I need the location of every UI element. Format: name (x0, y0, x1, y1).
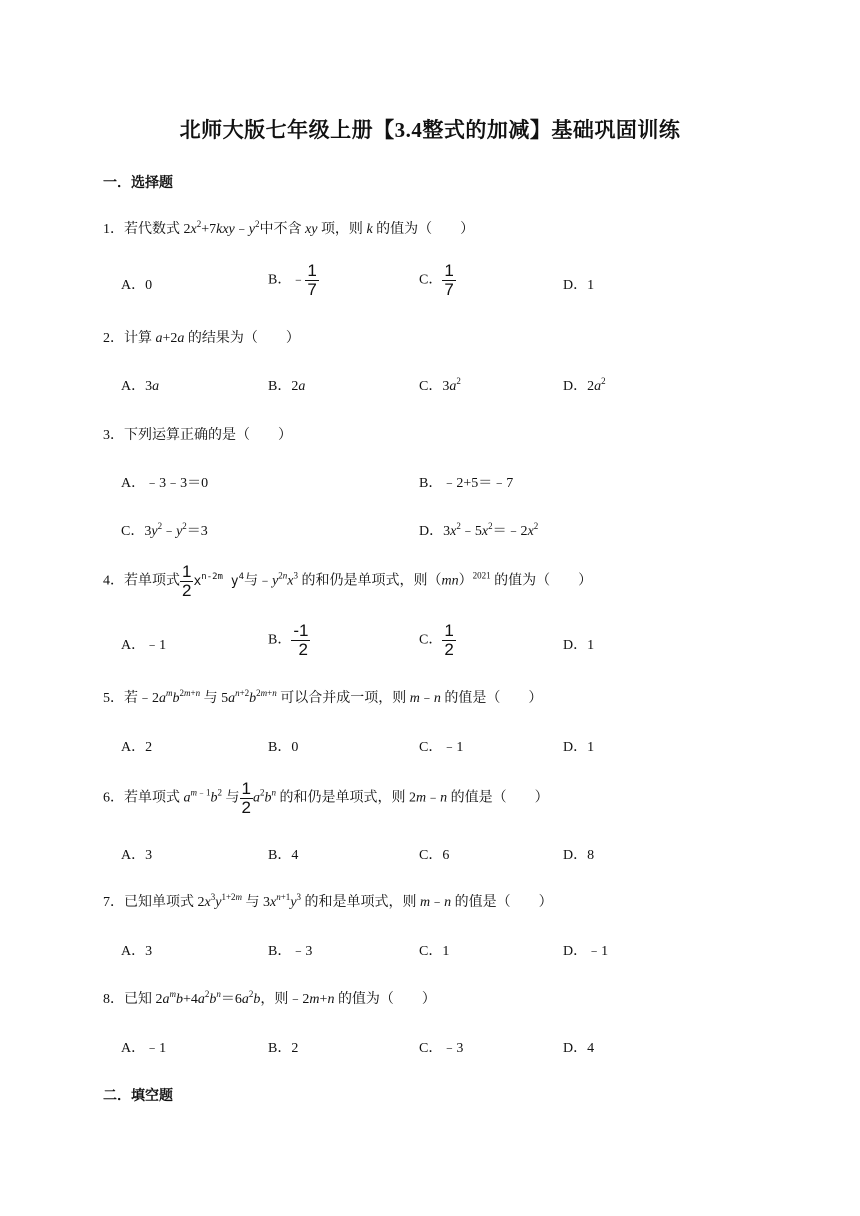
question-7-option-d[interactable]: D．﹣1 (563, 944, 609, 959)
question-2-option-b[interactable]: B．2a (268, 379, 306, 394)
question-5-option-a[interactable]: A．2 (121, 740, 153, 755)
question-8-stem: 8．已知 $2a^mb+4a^2b^n=6a^2b$，则﹣2m+n 的值为（ ） (103, 989, 436, 1007)
question-1-option-d[interactable]: D．1 (563, 278, 595, 293)
question-4-stem: 4．若单项式 $\frac{1}{2}$ $x^{n-2m}$ $y^4$与$﹣y^{2n}x^3$ 的和仍是单项式，则（mn）$^{2021}$ 的值为（ ） (103, 562, 593, 600)
question-4-option-a[interactable]: A．﹣1 (121, 638, 167, 653)
question-7-option-b[interactable]: B．﹣3 (268, 944, 313, 959)
question-5-option-c[interactable]: C．﹣1 (419, 740, 464, 755)
question-8-option-d[interactable]: D．4 (563, 1041, 595, 1056)
question-2-option-a[interactable]: A．3a (121, 379, 160, 394)
question-6-option-a[interactable]: A．3 (121, 848, 153, 863)
question-1-option-c[interactable]: C． $\frac{1}{7}$ (419, 261, 454, 299)
question-3-stem: 3．下列运算正确的是（ ） (103, 428, 292, 443)
question-6-option-b[interactable]: B．4 (268, 848, 299, 863)
question-2-option-c[interactable]: C．$3a^2$ (419, 376, 461, 394)
question-5-option-d[interactable]: D．1 (563, 740, 595, 755)
question-1-option-b[interactable]: B．﹣ $\frac{1}{7}$ (268, 261, 317, 299)
section-heading-choice: 一．选择题 (103, 176, 173, 191)
question-4-option-d[interactable]: D．1 (563, 638, 595, 653)
question-4-option-c[interactable]: C． $\frac{1}{2}$ (419, 621, 454, 659)
question-8-option-a[interactable]: A．﹣1 (121, 1041, 167, 1056)
question-5-stem: 5．若$﹣2a^mb^{2m+n}$ 与 $5a^{n+2}b^{2m+n}$ 可以合并成一项，则 m﹣n 的值是（ ） (103, 688, 543, 706)
question-3-option-d[interactable]: D．$3x^2﹣5x^2=﹣2x^2$ (419, 521, 539, 539)
question-8-option-b[interactable]: B．2 (268, 1041, 299, 1056)
question-3-option-b[interactable]: B．﹣2+5＝﹣7 (419, 476, 514, 491)
question-3-option-a[interactable]: A．﹣3﹣3＝0 (121, 476, 209, 491)
question-2-stem: 2．计算 a+2a 的结果为（ ） (103, 331, 300, 346)
question-7-option-c[interactable]: C．1 (419, 944, 450, 959)
question-2-option-d[interactable]: D．$2a^2$ (563, 376, 606, 394)
question-3-option-c[interactable]: C．$3y^2﹣y^2=3$ (121, 521, 208, 539)
question-8-option-c[interactable]: C．﹣3 (419, 1041, 464, 1056)
question-1-option-a[interactable]: A．0 (121, 278, 153, 293)
section-heading-fill-in: 二．填空题 (103, 1089, 173, 1104)
question-6-option-c[interactable]: C．6 (419, 848, 450, 863)
question-7-option-a[interactable]: A．3 (121, 944, 153, 959)
question-4-option-b[interactable]: B． $\frac{-1}{2}$ (268, 621, 309, 659)
question-6-stem: 6．若单项式 $a^{m﹣1}b^2$ 与 $\frac{1}{2}$ $a^2b^n$ 的和仍是单项式，则 2m﹣n 的值是（ ） (103, 779, 549, 817)
question-7-stem: 7．已知单项式 $2x^3y^{1+2m}$ 与 $3x^{n+1}y^3$ 的和是单项式，则 m﹣n 的值是（ ） (103, 892, 553, 910)
question-5-option-b[interactable]: B．0 (268, 740, 299, 755)
question-6-option-d[interactable]: D．8 (563, 848, 595, 863)
question-1-stem: 1．若代数式 $2x^2+7kxy﹣y^2$中不含 xy 项，则 k 的值为（ ） (103, 219, 475, 237)
document-title: 北师大版七年级上册【3.4整式的加减】基础巩固训练 (179, 118, 681, 142)
